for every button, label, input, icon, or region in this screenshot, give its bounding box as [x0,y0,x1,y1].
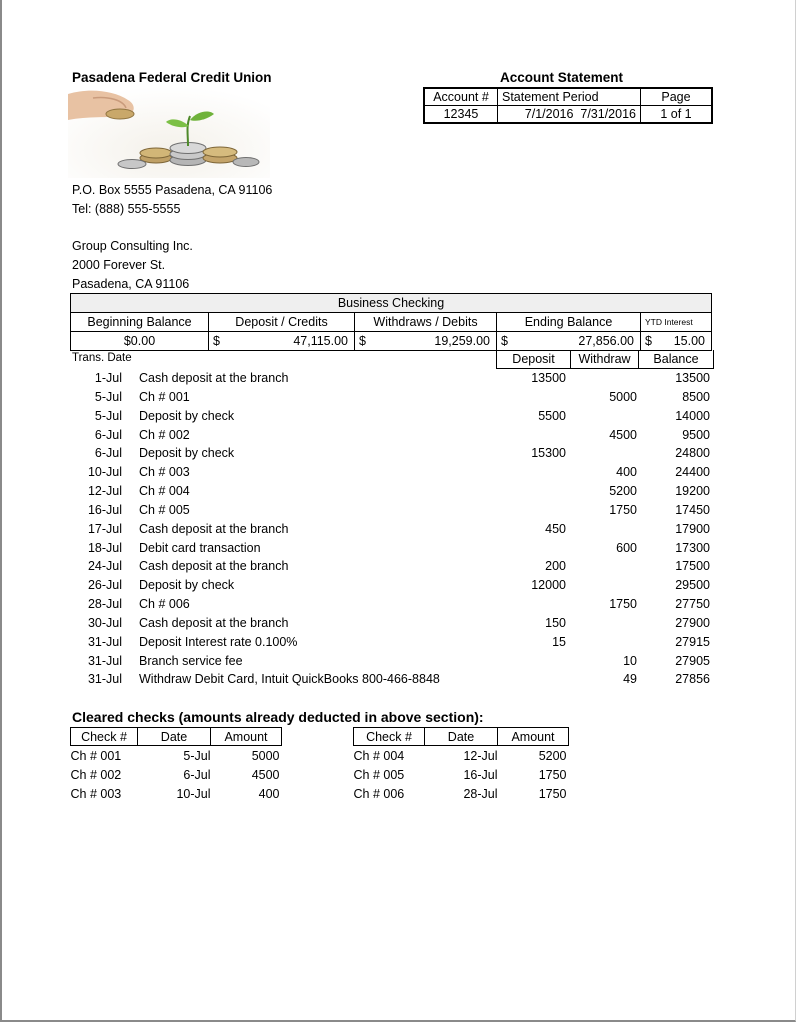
trans-deposit: 150 [545,616,566,630]
cleared-checks-table-left [70,727,282,803]
withdraws-label: Withdraws / Debits [355,313,497,331]
check-row [354,746,569,766]
page-header: Page [641,88,713,106]
transaction-row [0,428,798,447]
trans-deposit: 5500 [538,409,566,423]
transaction-row [0,390,798,409]
period-header: Statement Period [498,88,641,106]
total-withdraws: 19,259.00 [434,334,490,348]
trans-desc: Branch service fee [139,654,243,668]
account-number: 12345 [424,106,498,124]
balance-column-header: Balance [653,352,699,366]
bank-address: P.O. Box 5555 Pasadena, CA 91106 [72,183,273,197]
trans-desc: Ch # 006 [139,597,190,611]
deposits-label: Deposit / Credits [209,313,355,331]
transaction-row [0,465,798,484]
ending-balance-label: Ending Balance [497,313,641,331]
trans-date: 18-Jul [87,541,122,555]
account-summary [70,293,712,351]
trans-balance: 24800 [675,446,710,460]
currency-symbol: $ [213,334,220,348]
trans-desc: Ch # 003 [139,465,190,479]
trans-date: 17-Jul [87,522,122,536]
trans-withdraw: 1750 [609,503,637,517]
check-number: Ch # 001 [70,748,122,763]
transaction-row [0,484,798,503]
trans-balance: 27750 [675,597,710,611]
trans-desc: Deposit by check [139,446,235,460]
trans-date: 12-Jul [87,484,122,498]
trans-date: 5-Jul [94,409,122,423]
bank-name: Pasadena Federal Credit Union [72,70,272,85]
check-amount: 5200 [538,748,567,763]
trans-balance: 27900 [675,616,710,630]
withdraw-column-header: Withdraw [571,350,639,368]
trans-balance: 27915 [675,635,710,649]
trans-date: 31-Jul [87,672,122,686]
check-amount: 4500 [251,767,280,782]
currency-symbol: $ [645,334,652,348]
summary-title: Business Checking [70,293,712,313]
trans-balance: 8500 [682,390,710,404]
trans-withdraw: 49 [623,672,637,686]
check-row [71,784,282,803]
trans-date: 30-Jul [87,616,122,630]
transaction-row [0,616,798,635]
transaction-row [0,522,798,541]
check-number: Ch # 005 [353,767,405,782]
trans-desc: Ch # 005 [139,503,190,517]
ytd-interest-label: YTD Interest [645,317,693,327]
trans-deposit: 15 [552,635,566,649]
trans-date: 16-Jul [87,503,122,517]
transaction-row [0,409,798,428]
trans-date: 28-Jul [87,597,122,611]
beginning-balance-label: Beginning Balance [71,313,209,331]
trans-desc: Deposit by check [139,409,235,423]
amount-header: Amount [211,728,282,746]
trans-deposit: 15300 [531,446,566,460]
transaction-row [0,654,798,673]
trans-desc: Ch # 004 [139,484,190,498]
trans-deposit: 200 [545,559,566,573]
check-amount: 1750 [538,786,567,801]
beginning-balance: $0.00 [71,332,209,350]
cleared-checks-title: Cleared checks (amounts already deducted in above section): [72,709,484,725]
statement-period: 7/1/2016 7/31/2016 [498,106,641,124]
trans-date: 31-Jul [87,654,122,668]
check-row [354,784,569,803]
summary-value-row [70,332,712,351]
ending-balance: 27,856.00 [578,334,634,348]
trans-date: 1-Jul [94,371,122,385]
trans-deposit: 13500 [531,371,566,385]
check-date: 28-Jul [463,786,498,801]
trans-date: 6-Jul [94,446,122,460]
trans-desc: Ch # 001 [139,390,190,404]
trans-desc: Cash deposit at the branch [139,559,289,573]
trans-desc: Debit card transaction [139,541,261,555]
trans-balance: 17300 [675,541,710,555]
transaction-row [0,541,798,560]
transaction-row [0,597,798,616]
check-number-header: Check # [71,728,138,746]
transaction-row [0,635,798,654]
trans-balance: 27856 [675,672,710,686]
check-number-header: Check # [354,728,425,746]
customer-name: Group Consulting Inc. [72,239,193,253]
trans-withdraw: 10 [623,654,637,668]
currency-symbol: $ [359,334,366,348]
trans-desc: Ch # 002 [139,428,190,442]
trans-deposit: 12000 [531,578,566,592]
check-date: 6-Jul [183,767,211,782]
customer-street: 2000 Forever St. [72,258,166,272]
check-number: Ch # 006 [353,786,405,801]
trans-desc: Cash deposit at the branch [139,522,289,536]
trans-balance: 17900 [675,522,710,536]
amount-header: Amount [498,728,569,746]
bank-phone: Tel: (888) 555-5555 [72,202,181,216]
trans-date: 31-Jul [87,635,122,649]
transaction-row [0,578,798,597]
transaction-row [0,371,798,390]
statement-title: Account Statement [500,70,624,85]
trans-date: 24-Jul [87,559,122,573]
check-amount: 1750 [538,767,567,782]
check-row [71,765,282,784]
transaction-column-headers [496,350,714,369]
trans-balance: 14000 [675,409,710,423]
account-number-header: Account # [424,88,498,106]
trans-balance: 29500 [675,578,710,592]
trans-desc: Cash deposit at the branch [139,371,289,385]
trans-balance: 17500 [675,559,710,573]
trans-desc: Cash deposit at the branch [139,616,289,630]
trans-withdraw: 1750 [609,597,637,611]
total-deposits: 47,115.00 [293,334,348,348]
customer-city: Pasadena, CA 91106 [72,277,190,291]
check-row [354,765,569,784]
withdraws-cell [355,332,497,350]
trans-withdraw: 4500 [609,428,637,442]
trans-withdraw: 600 [616,541,637,555]
transaction-row [0,559,798,578]
page-number: 1 of 1 [641,106,713,124]
trans-desc: Withdraw Debit Card, Intuit QuickBooks 800-466-8848 [139,672,440,686]
trans-date: 26-Jul [87,578,122,592]
trans-withdraw: 5200 [609,484,637,498]
deposit-column-header: Deposit [497,350,571,368]
check-date: 16-Jul [463,767,498,782]
check-date: 10-Jul [176,786,211,801]
trans-desc: Deposit Interest rate 0.100% [139,635,298,649]
transaction-row [0,672,798,691]
summary-header-row [70,313,712,332]
check-date: 5-Jul [183,748,211,763]
trans-date-label: Trans. Date [72,352,132,364]
trans-balance: 13500 [675,371,710,385]
cleared-checks-table-right [353,727,569,803]
trans-balance: 27905 [675,654,710,668]
transaction-row [0,503,798,522]
date-header: Date [425,728,498,746]
ending-cell [497,332,641,350]
trans-date: 10-Jul [87,465,122,479]
trans-deposit: 450 [545,522,566,536]
trans-balance: 19200 [675,484,710,498]
trans-balance: 24400 [675,465,710,479]
trans-withdraw: 400 [616,465,637,479]
trans-withdraw: 5000 [609,390,637,404]
trans-date: 5-Jul [94,390,122,404]
check-number: Ch # 003 [70,786,122,801]
check-amount: 5000 [251,748,280,763]
deposits-cell [209,332,355,350]
trans-desc: Deposit by check [139,578,235,592]
account-info-table [423,87,713,124]
transaction-row [0,446,798,465]
currency-symbol: $ [501,334,508,348]
trans-date: 6-Jul [94,428,122,442]
ytd-cell [641,332,711,350]
trans-balance: 17450 [675,503,710,517]
check-number: Ch # 002 [70,767,122,782]
check-amount: 400 [258,786,280,801]
trans-balance: 9500 [682,428,710,442]
check-row [71,746,282,766]
check-number: Ch # 004 [353,748,405,763]
date-header: Date [138,728,211,746]
coins-logo-image [68,86,270,178]
ytd-interest: 15.00 [673,334,705,348]
check-date: 12-Jul [463,748,498,763]
